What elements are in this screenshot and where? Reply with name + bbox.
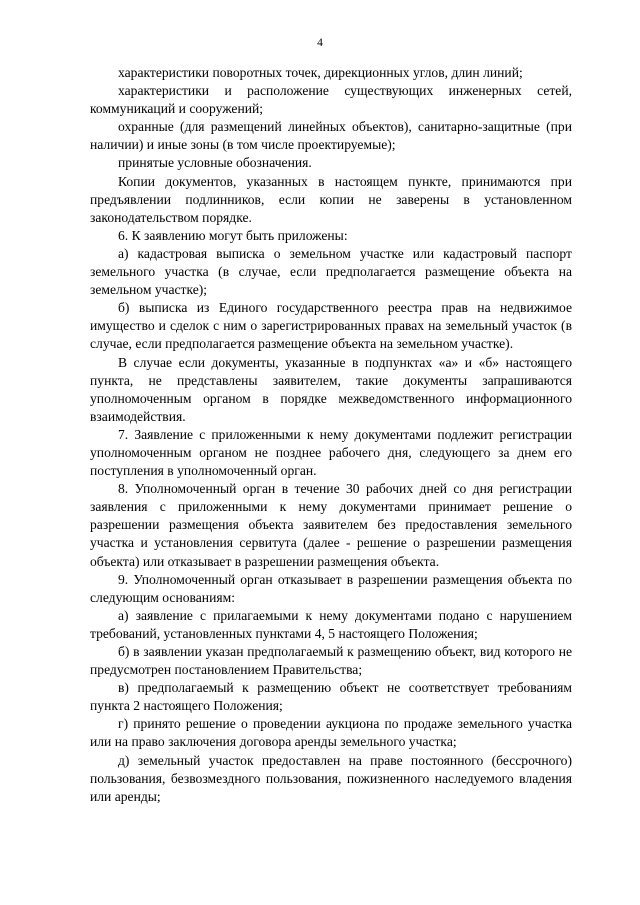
paragraph-item-9d: д) земельный участок предоставлен на праве постоянного (бессрочного) пользования, безвозмездного пользования, пожизненного наследуемого владения или аренды; (90, 752, 572, 804)
paragraph-item-9: 9. Уполномоченный орган отказывает в разрешении размещения объекта по следующим основаниям: (90, 571, 572, 605)
paragraph-interagency-request: В случае если документы, указанные в подпунктах «а» и «б» настоящего пункта, не представлены заявителем, такие документы запрашиваются уполномоченным органом в порядке межведомственного информационного взаимодействия. (90, 354, 572, 424)
paragraph-characteristics-points: характеристики поворотных точек, дирекционных углов, длин линий; (118, 65, 523, 80)
paragraph-document-copies: Копии документов, указанных в настоящем пункте, принимаются при предъявлении подлинников, если копии не заверены в установленном законодательством порядке. (90, 173, 572, 225)
paragraph-item-9v: в) предполагаемый к размещению объект не соответствует требованиям пункта 2 настоящего Положения; (90, 680, 572, 714)
paragraph-item-6: 6. К заявлению могут быть приложены: (118, 227, 348, 243)
paragraph-item-6b: б) выписка из Единого государственного реестра прав на недвижимое имущество и сделок с ним о зарегистрированных правах на земельный участок (в случае, если предполагается размещение объекта на земельном участке). (90, 300, 572, 352)
paragraph-legend: принятые условные обозначения. (118, 155, 312, 171)
paragraph-item-9g: г) принято решение о проведении аукциона по продаже земельного участка или на право заключения договора аренды земельного участка; (90, 716, 572, 750)
paragraph-item-8: 8. Уполномоченный орган в течение 30 рабочих дней со дня регистрации заявления с приложенными к нему документами принимает решение о разрешении размещения объекта заявителем без предоставления земельного участка и установления сервитута (далее - решение о разрешении размещения объекта) или отказывает в разрешении размещения объекта. (90, 481, 572, 569)
document-body (90, 64, 572, 806)
page-number: 4 (317, 37, 323, 49)
paragraph-item-7: 7. Заявление с приложенными к нему документами подлежит регистрации уполномоченным органом не позднее рабочего дня, следующего за днем его поступления в уполномоченный орган. (90, 426, 572, 479)
paragraph-item-9a: а) заявление с прилагаемыми к нему документами подано с нарушением требований, установленных пунктами 4, 5 настоящего Положения; (90, 607, 572, 641)
paragraph-protected-zones: охранные (для размещений линейных объектов), санитарно-защитные (при наличии) и иные зоны (в том числе проектируемые); (90, 119, 572, 153)
paragraph-item-6a: а) кадастровая выписка о земельном участке или кадастровый паспорт земельного участка (в случае, если предполагается размещение объекта на земельном участке); (90, 245, 572, 298)
paragraph-engineering-networks: характеристики и расположение существующих инженерных сетей, коммуникаций и сооружений; (90, 83, 572, 117)
paragraph-item-9b: б) в заявлении указан предполагаемый к размещению объект, вид которого не предусмотрен постановлением Правительства; (90, 644, 572, 678)
